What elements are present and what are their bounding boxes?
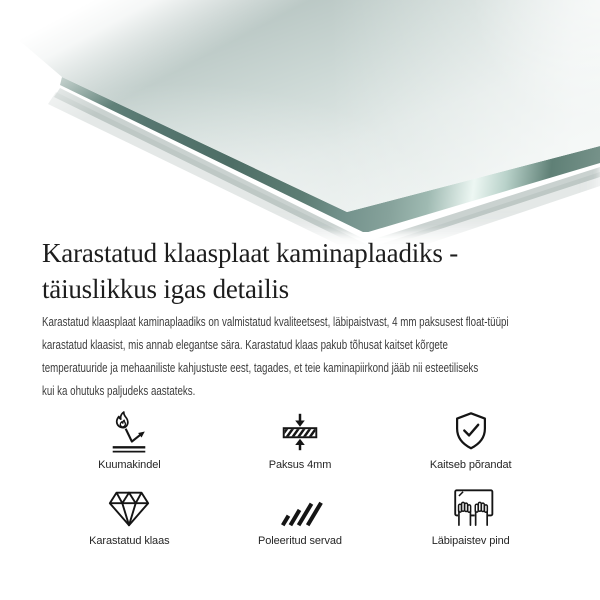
description-line: temperatuuride ja mehaaniliste kahjustuste eest, tagades, et teie kaminapiirkond jääb nii esteetiliseks (42, 361, 479, 375)
feature-label: Karastatud klaas (89, 535, 170, 547)
feature-label: Paksus 4mm (268, 459, 332, 471)
page-title: Karastatud klaasplaat kaminaplaadiks - täiuslikkus igas detailis (42, 238, 458, 304)
thickness-arrows-icon (277, 410, 323, 454)
diagonal-stripes-icon (277, 486, 323, 530)
shield-check-icon (448, 410, 494, 454)
feature-thickness-4mm (215, 410, 386, 471)
hands-holding-glass-icon (445, 486, 497, 530)
diamond-icon (106, 486, 152, 530)
product-content (0, 232, 600, 547)
feature-label: Poleeritud servad (258, 535, 342, 547)
flame-bounce-arrow-icon (106, 410, 152, 454)
description-line: kui ka ohutuks paljudeks aastateks. (42, 384, 196, 398)
feature-label: Kuumakindel (98, 459, 161, 471)
feature-polished-edges (215, 486, 386, 547)
feature-protects-floor (385, 410, 556, 471)
feature-label: Kaitseb põrandat (429, 459, 512, 471)
feature-transparent-surface (385, 486, 556, 547)
tempered-glass-photo (0, 0, 600, 232)
features-grid (44, 410, 556, 547)
feature-label: Läbipaistev pind (431, 535, 510, 547)
feature-tempered-glass (44, 486, 215, 547)
feature-heat-resistant (44, 410, 215, 471)
description-line: Karastatud klaasplaat kaminaplaadiks on valmistatud kvaliteetsest, läbipaistvast, 4 mm paksusest float-tüüpi (42, 315, 509, 329)
product-description (42, 311, 558, 403)
white-fade-overlay (0, 0, 600, 232)
description-line: karastatud klaasist, mis annab elegantse sära. Karastatud klaas pakub tõhusat kaitset kõrgete (42, 338, 448, 352)
